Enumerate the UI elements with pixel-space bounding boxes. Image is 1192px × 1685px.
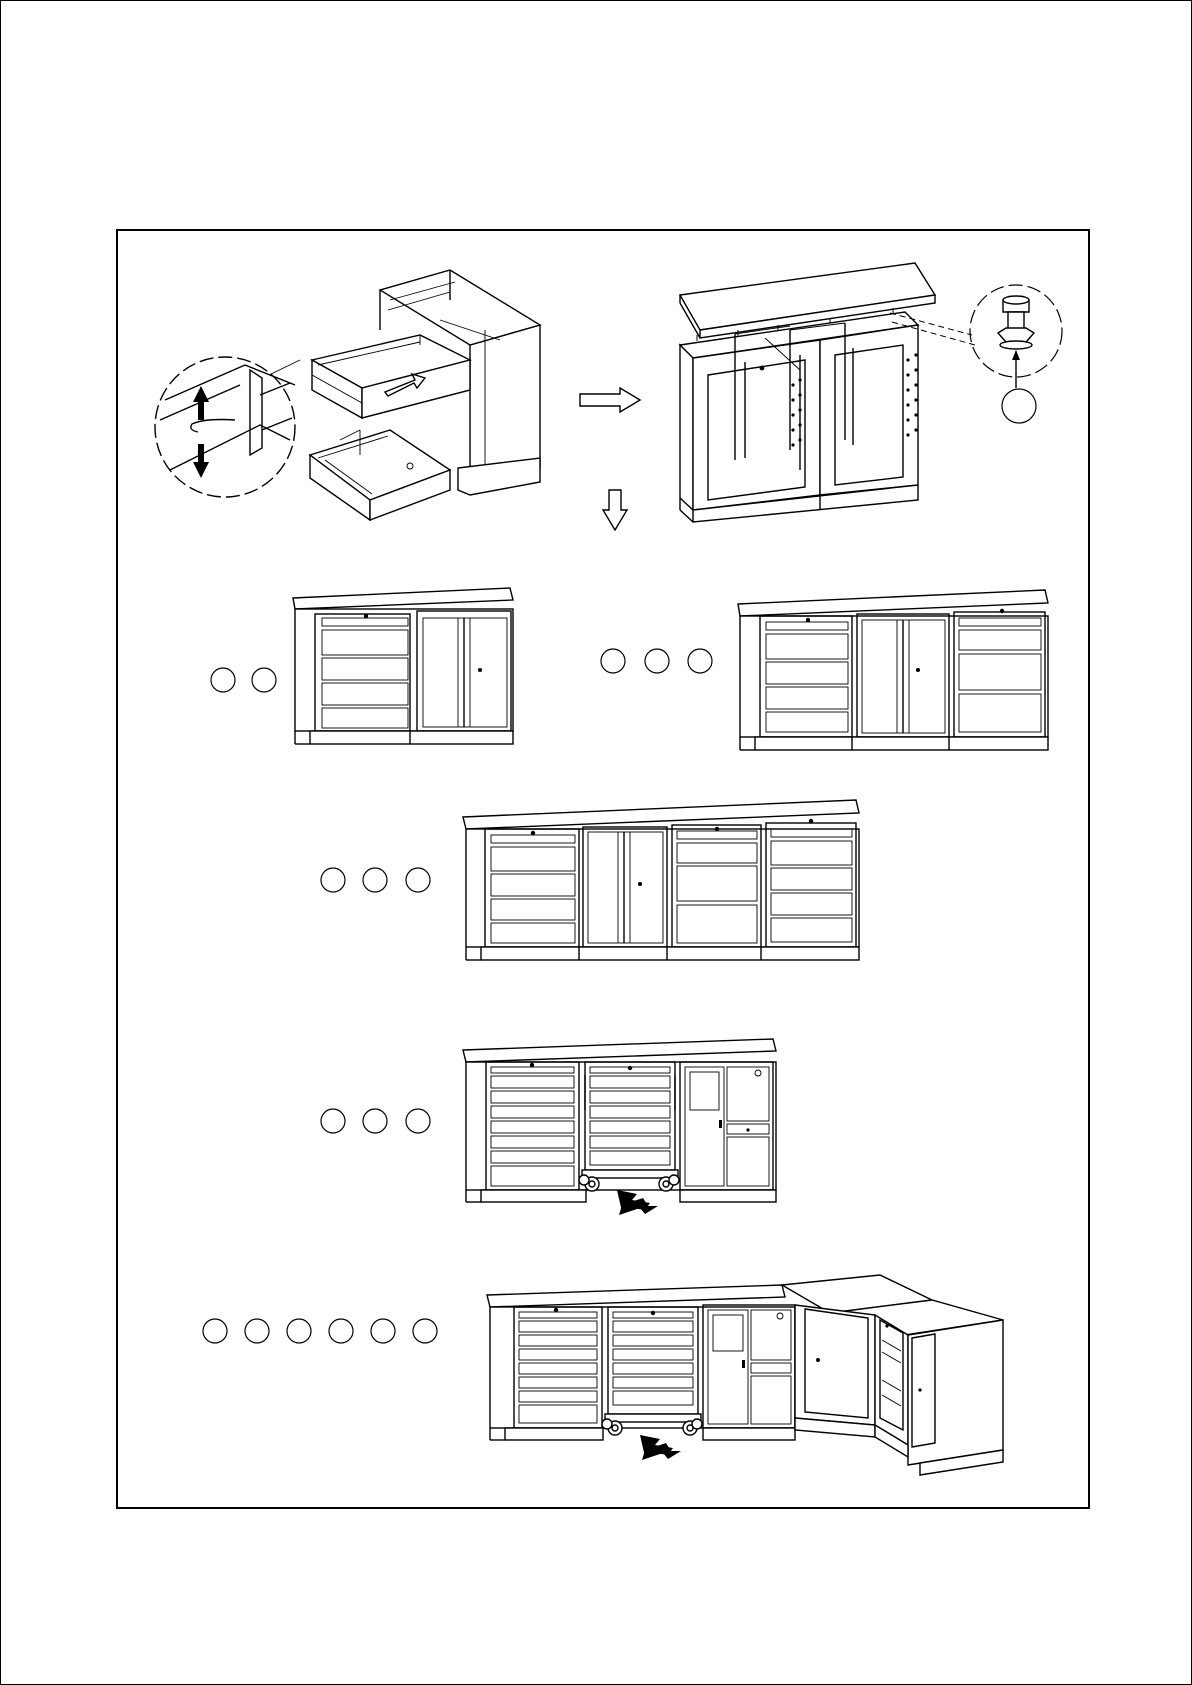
- step-arrow-right-icon: [580, 388, 640, 412]
- cabinet-combo-2: [738, 590, 1048, 750]
- callouts-combo-2: [601, 649, 712, 673]
- cabinet-combo-1: [293, 588, 513, 744]
- drawer-removal-illustration: [155, 270, 540, 520]
- cabinet-combo-4: [463, 1039, 776, 1215]
- callouts-combo-1: [211, 668, 276, 692]
- callouts-combo-3: [321, 868, 430, 892]
- cabinet-combo-5: [487, 1275, 1003, 1475]
- callouts-combo-5: [203, 1319, 437, 1343]
- callouts-combo-4: [321, 1109, 430, 1133]
- worktop-assembly-illustration: [680, 263, 1062, 522]
- cabinet-combo-3: [463, 800, 859, 960]
- step-arrow-down-icon: [603, 490, 627, 530]
